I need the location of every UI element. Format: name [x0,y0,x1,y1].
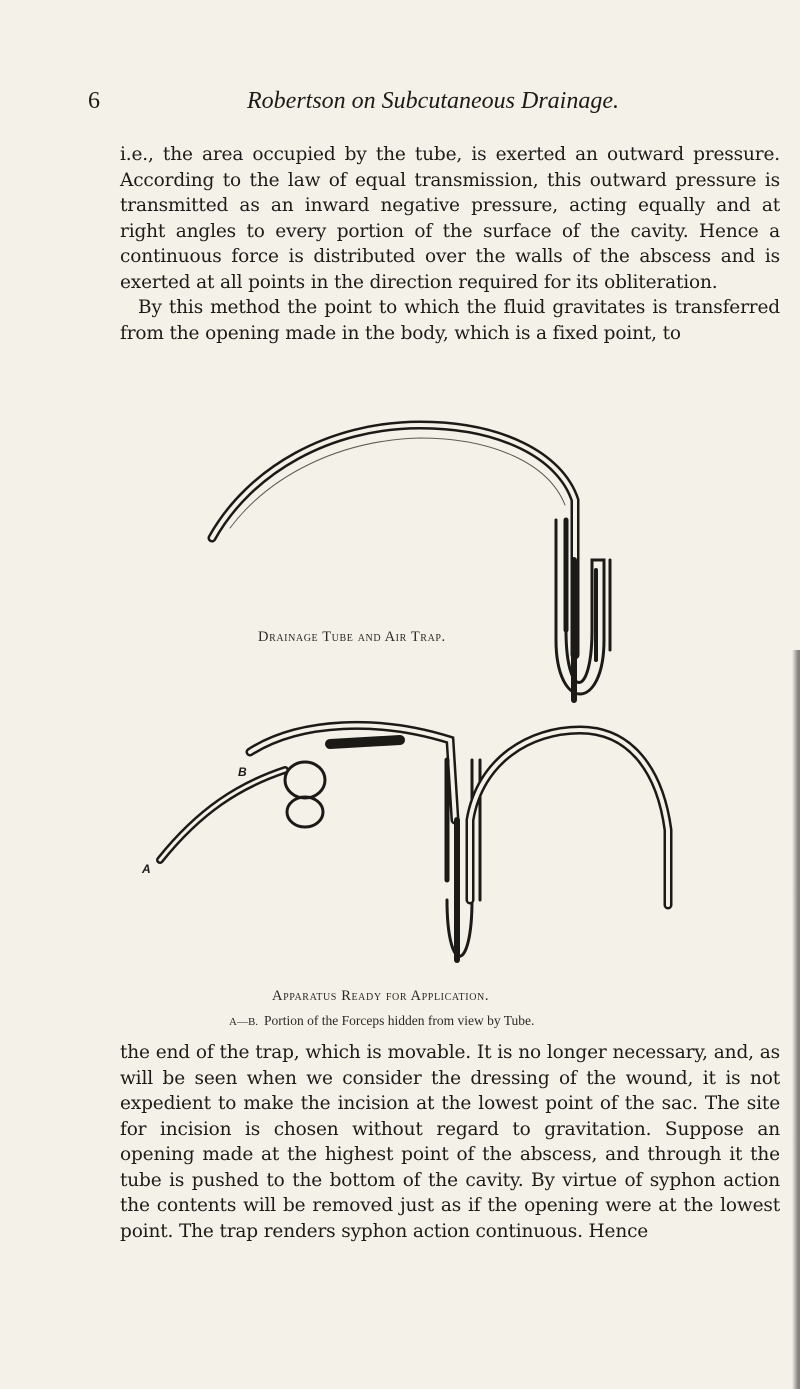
drainage-tube-figure [212,425,610,700]
figure-1-caption: Drainage Tube and Air Trap. [258,629,446,645]
legend-abbreviation: A—B. [229,1016,259,1028]
paragraph-1: i.e., the area occupied by the tube, is exerted an outward pressure. According to the law of equal transmission, this outward pressure is transmitted as an inward negative pressure, acting equally and at right angles to every portion of the surface of the cavity. Hence a continuous force is distributed over the walls of the abscess and is exerted at all points in the direction required for its obliteration. [120,144,780,293]
label-a: A [142,862,151,876]
paragraph-2: By this method the point to which the fluid gravitates is transferred from the opening made in the body, which is a fixed point, to [120,297,780,344]
figure-2-legend [229,1013,534,1029]
figure-2-caption: Apparatus Ready for Application. [272,988,490,1004]
paragraph-3: the end of the trap, which is movable. It is no longer necessary, and, as will be seen when we consider the dressing of the wound, it is not expedient to make the incision at the lowest point of the sac. The site for incision is chosen without regard to gravitation. Suppose an opening made at the highest point of the abscess, and through it the tube is pushed to the bottom of the cavity. By virtue of syphon action the contents will be removed just as if the opening were at the lowest point. The trap renders syphon action continuous. Hence [120,1042,780,1242]
apparatus-figure [160,725,668,960]
running-title: Robertson on Subcutaneous Drainage. [247,88,619,114]
legend-text: Portion of the Forceps hidden from view by Tube. [264,1013,535,1028]
page-number: 6 [88,88,100,114]
body-text-bottom [120,1040,780,1244]
label-b: B [238,765,247,779]
page-edge-shadow [792,650,800,1389]
